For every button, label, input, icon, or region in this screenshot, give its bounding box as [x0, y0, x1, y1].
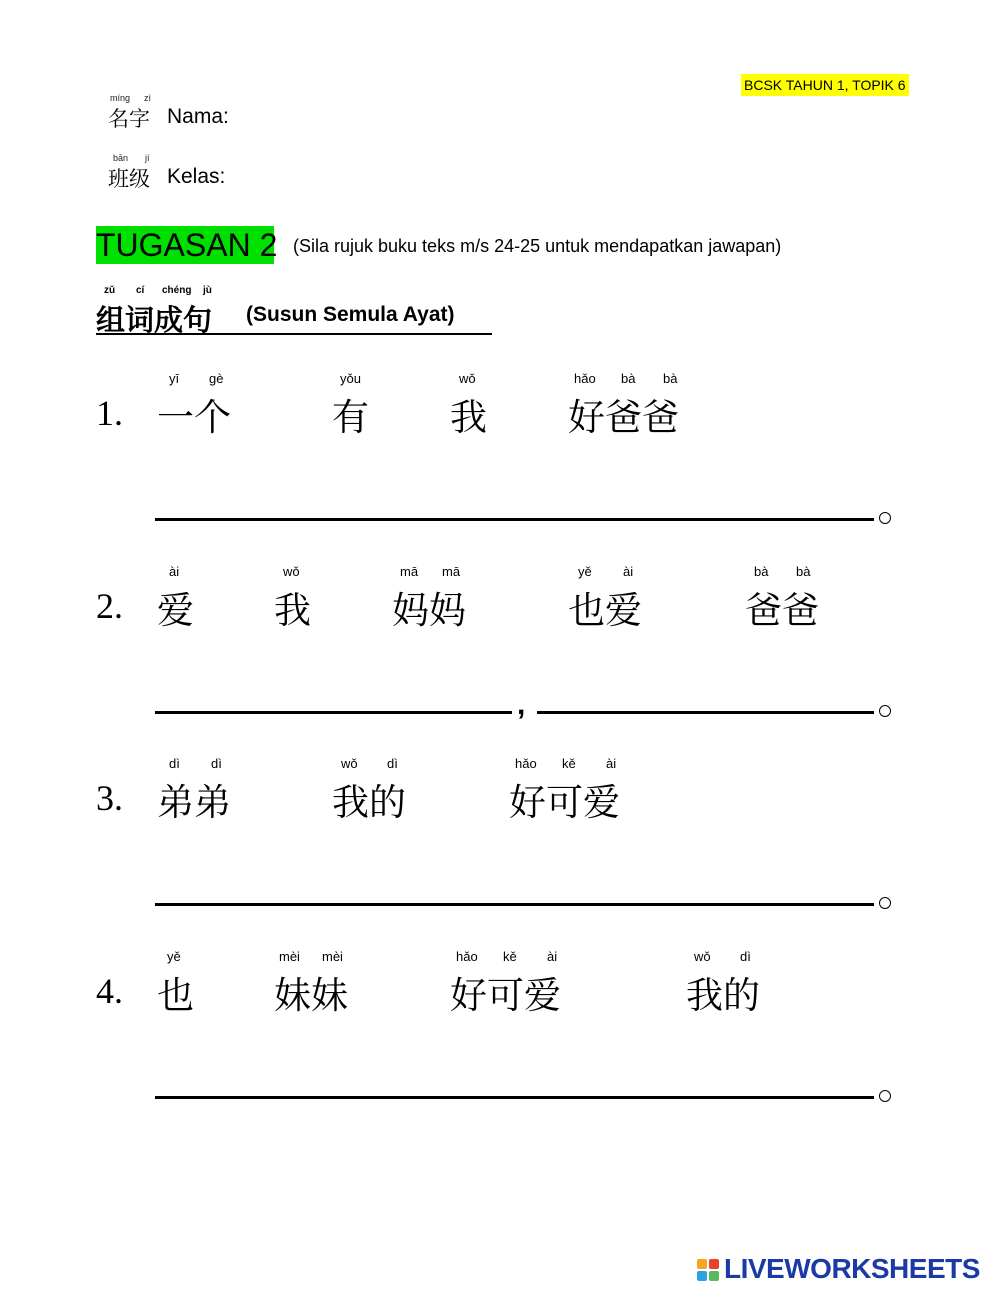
- pinyin: jù: [203, 285, 212, 296]
- pinyin: chéng: [162, 285, 192, 296]
- pinyin: hǎo: [574, 371, 596, 386]
- answer-line[interactable]: [155, 518, 874, 521]
- pinyin: bān: [113, 153, 129, 163]
- question-number: 2.: [96, 586, 123, 626]
- name-label: Nama:: [167, 105, 229, 128]
- brand-name: LIVEWORKSHEETS: [724, 1253, 980, 1284]
- pinyin: dì: [169, 756, 180, 771]
- pinyin: zǔ: [104, 285, 116, 296]
- section-heading: [96, 285, 492, 335]
- pinyin: yě: [578, 564, 592, 579]
- pinyin: hǎo: [515, 756, 537, 771]
- pinyin: mā: [400, 564, 419, 579]
- word-hanzi: 一个: [157, 396, 231, 439]
- pinyin: bà: [621, 371, 636, 386]
- pinyin: mā: [442, 564, 461, 579]
- pinyin: jí: [145, 153, 150, 163]
- pinyin: bà: [796, 564, 811, 579]
- pinyin: ài: [606, 756, 617, 771]
- topic-tag: BCSK TAHUN 1, TOPIK 6: [741, 74, 909, 96]
- pinyin: wǒ: [459, 371, 476, 386]
- period-mark: [879, 512, 891, 524]
- pinyin: dì: [211, 756, 222, 771]
- pinyin: mèi: [279, 949, 300, 964]
- section-hanzi: 组词成句: [96, 303, 213, 337]
- pinyin: hǎo: [456, 949, 478, 964]
- pinyin: bà: [754, 564, 769, 579]
- word-hanzi: 好可爱: [509, 781, 620, 824]
- pinyin: mèi: [322, 949, 343, 964]
- pinyin: kě: [562, 756, 576, 771]
- pinyin: ài: [169, 564, 180, 579]
- pinyin: bà: [663, 371, 678, 386]
- class-hanzi: 班级: [108, 167, 150, 191]
- pinyin: gè: [209, 371, 224, 386]
- word-hanzi: 有: [332, 396, 369, 439]
- word-hanzi: 妹妹: [274, 974, 348, 1017]
- period-mark: [879, 897, 891, 909]
- pinyin: yǒu: [340, 371, 361, 386]
- answer-line[interactable]: [155, 903, 874, 906]
- word-hanzi: 好爸爸: [568, 396, 679, 439]
- question-number: 1.: [96, 393, 123, 433]
- class-label: Kelas:: [167, 165, 226, 188]
- pinyin: wǒ: [283, 564, 300, 579]
- word-hanzi: 好可爱: [450, 974, 561, 1017]
- word-hanzi: 我的: [686, 974, 760, 1017]
- pinyin: dì: [387, 756, 398, 771]
- logo-blocks-icon: [697, 1259, 721, 1283]
- pinyin: cí: [136, 285, 145, 296]
- comma: ,: [517, 688, 526, 721]
- word-hanzi: 爸爸: [745, 589, 819, 632]
- pinyin: yī: [169, 371, 180, 386]
- word-hanzi: 弟弟: [157, 781, 231, 824]
- word-hanzi: 我的: [332, 781, 406, 824]
- word-hanzi: 妈妈: [392, 589, 466, 632]
- period-mark: [879, 1090, 891, 1102]
- pinyin: zì: [144, 93, 152, 103]
- answer-line-second-clause[interactable]: [537, 711, 874, 714]
- word-hanzi: 我: [450, 396, 487, 439]
- pinyin: ài: [623, 564, 634, 579]
- name-hanzi: 名字: [108, 107, 150, 131]
- pinyin: míng: [110, 93, 131, 103]
- question-number: 3.: [96, 778, 123, 818]
- section-subtitle: (Susun Semula Ayat): [246, 303, 455, 326]
- word-hanzi: 爱: [157, 589, 194, 632]
- word-hanzi: 也爱: [568, 589, 642, 632]
- task-title: TUGASAN 2: [96, 227, 278, 263]
- pinyin: wǒ: [694, 949, 711, 964]
- pinyin: wǒ: [341, 756, 358, 771]
- period-mark: [879, 705, 891, 717]
- answer-line[interactable]: [155, 1096, 874, 1099]
- word-hanzi: 也: [157, 974, 194, 1017]
- pinyin: yě: [167, 949, 181, 964]
- pinyin: ài: [547, 949, 558, 964]
- task-note: (Sila rujuk buku teks m/s 24-25 untuk mendapatkan jawapan): [293, 236, 782, 256]
- word-hanzi: 我: [274, 589, 311, 632]
- question-number: 4.: [96, 971, 123, 1011]
- answer-line-first-clause[interactable]: [155, 711, 512, 714]
- pinyin: kě: [503, 949, 517, 964]
- pinyin: dì: [740, 949, 751, 964]
